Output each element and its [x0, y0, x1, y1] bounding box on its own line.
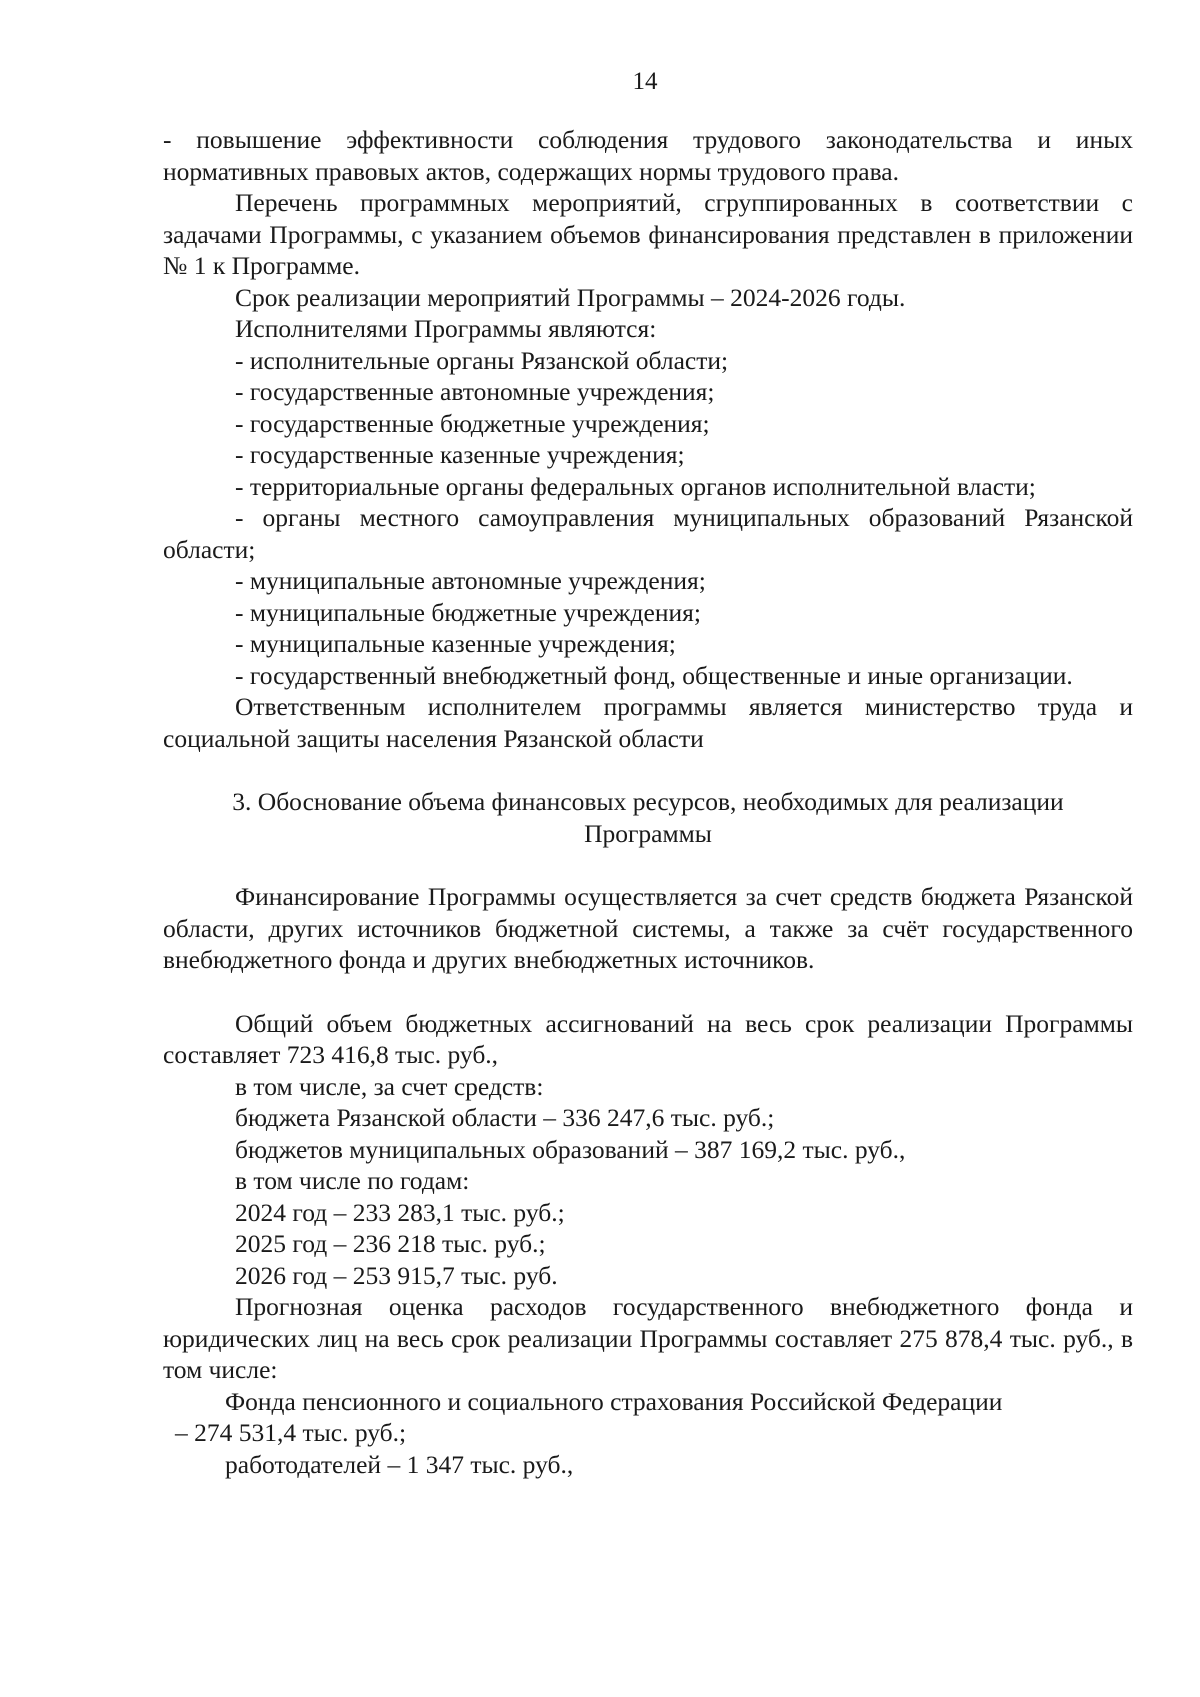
funding-line: 2024 год – 233 283,1 тыс. руб.; [235, 1197, 565, 1227]
executor-item: - государственные бюджетные учреждения; [235, 408, 710, 438]
page-number: 14 [632, 68, 658, 95]
total-paragraph: Общий объем бюджетных ассигнований на весь срок реализации Программы составляет 723 416,8 тыс. руб., [163, 1008, 1133, 1069]
fund-amount: – 274 531,4 тыс. руб.; [175, 1418, 407, 1447]
executor-item: - исполнительные органы Рязанской области; [235, 345, 729, 375]
funding-line: 2025 год – 236 218 тыс. руб.; [235, 1229, 546, 1258]
section-heading-line2: Программы [584, 818, 712, 848]
funding-line: в том числе, за счет средств: [235, 1071, 544, 1101]
forecast-paragraph: Прогнозная оценка расходов государственного внебюджетного фонда и юридических лиц на весь срок реализации Программы составляет 275 878,4 тыс. руб., в том числе: [163, 1292, 1133, 1384]
executor-item: - территориальные органы федеральных органов исполнительной власти; [235, 471, 1036, 501]
intro-paragraph: - повышение эффективности соблюдения трудового законодательства и иных нормативных правовых актов, содержащих нормы трудового права. [163, 125, 1133, 186]
funding-line: в том числе по годам: [235, 1166, 470, 1195]
executor-item: - муниципальные автономные учреждения; [235, 566, 706, 595]
financing-paragraph: Финансирование Программы осуществляется за счет средств бюджета Рязанской области, других источников бюджетной системы, а также за счёт государственного внебюджетного фонда и других внебюджетных источников. [163, 882, 1133, 974]
funding-line: бюджетов муниципальных образований – 387 169,2 тыс. руб., [235, 1134, 906, 1164]
spacer [163, 976, 1133, 1008]
section-heading-line1: 3. Обоснование объема финансовых ресурсов, необходимых для реализации [232, 787, 1064, 816]
measures-paragraph: Перечень программных мероприятий, сгруппированных в соответствии с задачами Программы, с указанием объемов финансирования представлен в приложении № 1 к Программе. [163, 188, 1133, 280]
term-line: Срок реализации мероприятий Программы – 2024-2026 годы. [235, 282, 906, 312]
executor-item: - органы местного самоуправления муниципальных образований Рязанской области; [163, 503, 1133, 564]
executors-intro: Исполнителями Программы являются: [235, 314, 657, 343]
executor-item: - муниципальные казенные учреждения; [235, 629, 676, 658]
executor-item: - муниципальные бюджетные учреждения; [235, 597, 701, 627]
document-body [163, 124, 1133, 1480]
funding-line: 2026 год – 253 915,7 тыс. руб. [235, 1260, 558, 1290]
executor-item: - государственные казенные учреждения; [235, 440, 685, 469]
executor-item: - государственный внебюджетный фонд, общественные и иные организации. [235, 660, 1073, 690]
funding-line: бюджета Рязанской области – 336 247,6 тыс. руб.; [235, 1103, 775, 1132]
fund-line: Фонда пенсионного и социального страхования Российской Федерации [225, 1386, 1003, 1416]
employers-line: работодателей – 1 347 тыс. руб., [225, 1449, 574, 1479]
executor-item: - государственные автономные учреждения; [235, 377, 715, 406]
responsible-paragraph: Ответственным исполнителем программы является министерство труда и социальной защиты населения Рязанской области [163, 692, 1133, 753]
section-heading [163, 786, 1133, 849]
